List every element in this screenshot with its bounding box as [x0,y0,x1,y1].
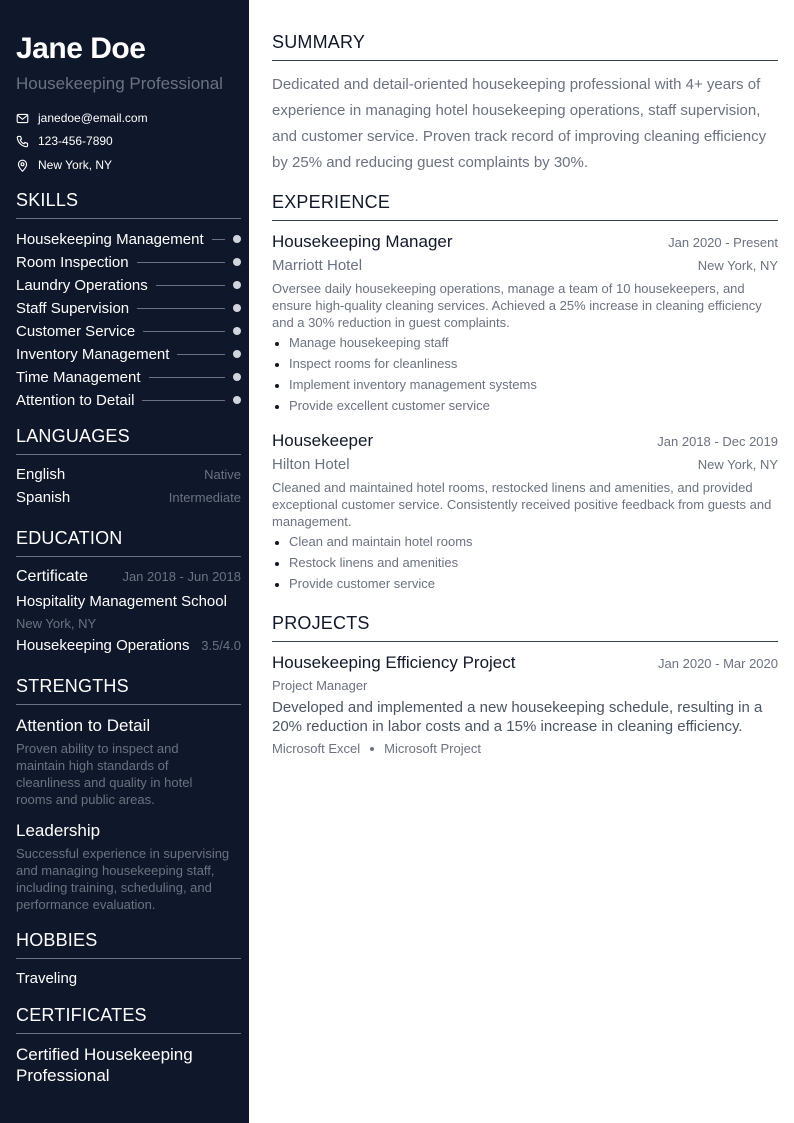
certificates-heading: CERTIFICATES [16,1005,241,1034]
skill-item: Customer Service [16,321,241,341]
location-pin-icon [16,159,29,172]
hobby-item: Traveling [16,970,78,987]
summary-text: Dedicated and detail-oriented housekeeping professional with 4+ years of experience in managing hotel housekeeping operations, staff supervision, and customer service. Proven track record of improving cleaning efficiency by 25% and reducing guest complaints by 30%. [272,76,767,171]
project-tool: Microsoft Project [384,741,481,756]
phone-contact[interactable] [16,134,113,148]
skill-item: Time Management [16,367,241,387]
job-bullet: Provide excellent customer service [272,395,778,416]
job-bullet: Implement inventory management systems [272,374,778,395]
experience-heading: EXPERIENCE [272,192,778,221]
job-bullet: Clean and maintain hotel rooms [272,531,778,552]
skill-level-dot [233,281,241,289]
job-position: Housekeeper [272,431,374,450]
location-text: New York, NY [38,158,113,172]
email-icon [16,112,29,125]
language-item: Spanish Intermediate [16,489,241,506]
skills-heading: SKILLS [16,190,241,219]
job-title-row [272,431,778,451]
job-company-row [272,257,778,274]
job-bullet: Manage housekeeping staff [272,332,778,353]
education-degree: Certificate [16,568,89,585]
skill-item: Staff Supervision [16,298,241,318]
job-bullets [272,332,778,416]
strength-description: Successful experience in supervising and managing housekeeping staff, including training, scheduling, and performance evaluation. [16,846,230,912]
candidate-name: Jane Doe [16,32,146,65]
project-dates: Jan 2020 - Mar 2020 [658,656,778,671]
strength-title: Attention to Detail [16,716,151,735]
skill-level-dot [233,235,241,243]
email-text: janedoe@email.com [38,111,148,125]
education-field-row [16,637,241,654]
education-score: 3.5/4.0 [201,638,241,653]
strengths-heading: STRENGTHS [16,676,241,705]
language-item: English Native [16,466,241,483]
job-title-row [272,232,778,252]
project-name: Housekeeping Efficiency Project [272,653,516,672]
job-dates: Jan 2018 - Dec 2019 [657,434,778,449]
skill-item: Inventory Management [16,344,241,364]
skill-level-dot [233,258,241,266]
projects-heading: PROJECTS [272,613,778,642]
job-company: Hilton Hotel [272,456,350,473]
language-level: Native [204,467,241,482]
project-description: Developed and implemented a new housekeeping schedule, resulting in a 20% reduction in labor costs and a 15% increase in cleaning efficiency. [272,699,763,735]
skill-item: Housekeeping Management [16,229,241,249]
project-tools [272,741,778,756]
skill-level-dot [233,304,241,312]
sidebar [0,0,249,1123]
skill-item: Attention to Detail [16,390,241,410]
location-contact [16,158,112,172]
education-field: Housekeeping Operations [16,637,190,654]
job-location: New York, NY [697,258,778,273]
phone-icon [16,135,29,148]
summary-heading: SUMMARY [272,32,778,61]
job-bullet: Restock linens and amenities [272,552,778,573]
education-location: New York, NY [16,616,97,631]
education-school: Hospitality Management School [16,593,227,610]
education-dates: Jan 2018 - Jun 2018 [122,569,241,584]
job-bullets [272,531,778,594]
separator-dot [370,747,374,751]
job-bullet: Inspect rooms for cleanliness [272,353,778,374]
education-heading: EDUCATION [16,528,241,557]
skill-item: Room Inspection [16,252,241,272]
strength-description: Proven ability to inspect and maintain high standards of cleanliness and quality in hotel rooms and public areas. [16,741,193,807]
hobbies-heading: HOBBIES [16,930,241,959]
skill-level-dot [233,327,241,335]
project-tool: Microsoft Excel [272,741,361,756]
language-level: Intermediate [168,490,241,505]
skill-item: Laundry Operations [16,275,241,295]
languages-heading: LANGUAGES [16,426,241,455]
job-location: New York, NY [697,457,778,472]
job-bullet: Provide customer service [272,573,778,594]
project-title-row [272,653,778,673]
skill-level-dot [233,350,241,358]
headline: Housekeeping Professional [16,74,223,93]
project-role: Project Manager [272,678,368,693]
job-company-row [272,456,778,473]
job-company: Marriott Hotel [272,257,363,274]
education-degree-row [16,568,241,586]
main-content [249,0,794,1123]
email-contact[interactable] [16,111,148,125]
skill-level-dot [233,396,241,404]
job-position: Housekeeping Manager [272,232,453,251]
job-summary: Oversee daily housekeeping operations, manage a team of 10 housekeepers, and ensure high-quality cleaning services. Achieved a 25% increase in cleaning efficiency and a 30% reduction in guest complaints. [272,281,762,330]
job-summary: Cleaned and maintained hotel rooms, restocked linens and amenities, and provided exceptional customer service. Consistently received positive feedback from guests and management. [272,480,772,529]
certificate-item: Certified Housekeeping Professional [16,1045,193,1085]
phone-text: 123-456-7890 [38,134,113,148]
strength-title: Leadership [16,821,101,840]
skill-level-dot [233,373,241,381]
job-dates: Jan 2020 - Present [668,235,778,250]
